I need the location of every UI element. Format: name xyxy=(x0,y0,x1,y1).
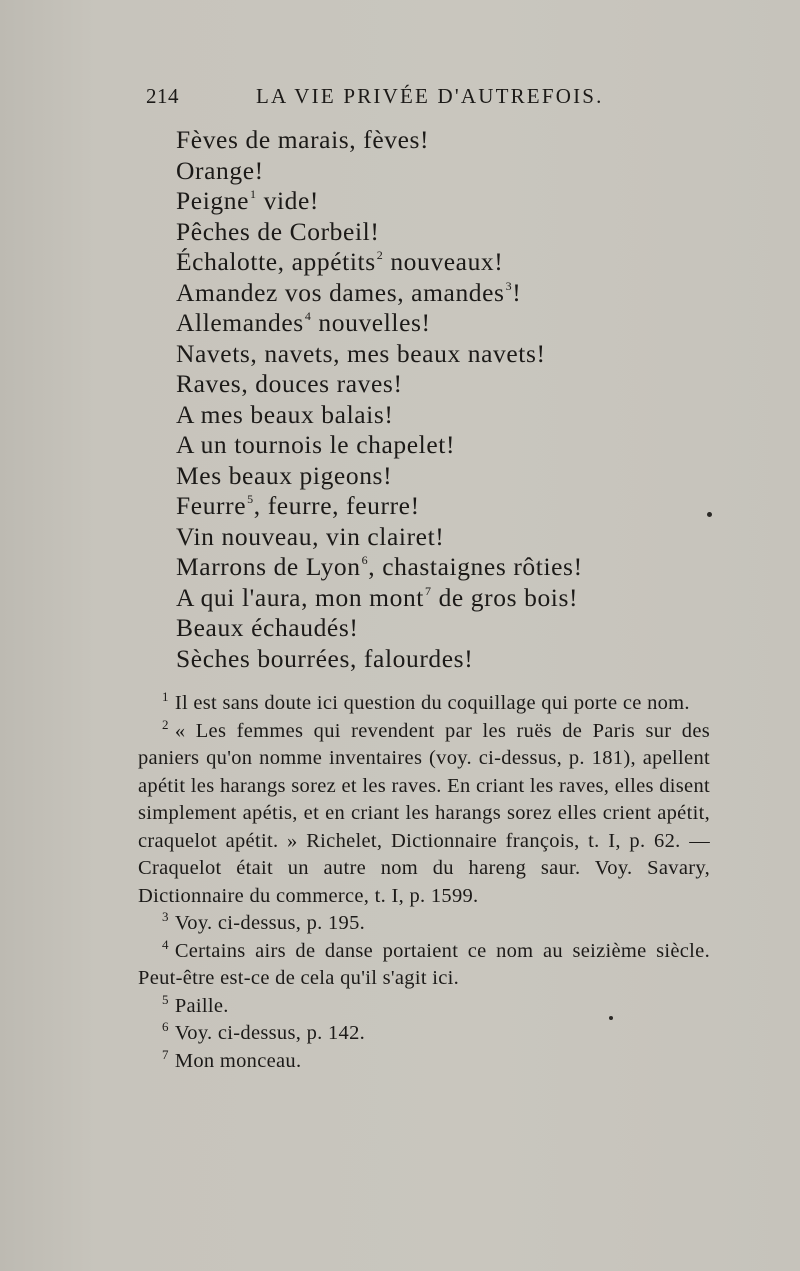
footnote-marker: 3 xyxy=(505,278,513,293)
footnote-6 xyxy=(138,1020,710,1048)
verse-line xyxy=(176,369,583,400)
verse-line xyxy=(176,461,583,492)
verse-line xyxy=(176,522,583,553)
verse-text: A mes beaux balais! xyxy=(176,399,394,429)
running-title: LA VIE PRIVÉE D'AUTREFOIS. xyxy=(256,84,604,108)
footnote-4 xyxy=(138,938,710,993)
verse-line xyxy=(176,125,583,156)
verse-line xyxy=(176,552,583,583)
running-head xyxy=(146,84,606,114)
verse-line xyxy=(176,186,583,217)
verse-text-rest: , feurre, feurre! xyxy=(253,491,420,520)
verse-text: Sèches bourrées, falourdes! xyxy=(176,643,474,673)
footnote-2 xyxy=(138,718,710,911)
verse-text: Feurre xyxy=(176,491,247,520)
page-number: 214 xyxy=(146,84,179,108)
footnote-number: 2 xyxy=(162,716,169,732)
verse-text-rest: nouveaux! xyxy=(383,247,504,276)
verse-text: Pêches de Corbeil! xyxy=(176,216,380,246)
verse-text: Navets, navets, mes beaux navets! xyxy=(176,338,546,368)
footnote-text: Mon monceau. xyxy=(174,1049,302,1072)
verse-text-rest: nouvelles! xyxy=(311,308,431,337)
footnote-marker: 7 xyxy=(424,583,432,598)
verse-text: Beaux échaudés! xyxy=(176,613,359,642)
verse-line xyxy=(176,430,583,461)
verse-text: Fèves de marais, fèves! xyxy=(176,125,430,154)
verse-text: A un tournois le chapelet! xyxy=(176,430,456,459)
footnote-marker: 6 xyxy=(361,553,369,567)
ink-speck xyxy=(707,512,712,517)
verse-text: Vin nouveau, vin clairet! xyxy=(176,521,445,551)
verse-text-rest: , chastaignes rôties! xyxy=(368,552,583,581)
verse-text: A qui l'aura, mon mont xyxy=(176,582,424,612)
verse-line xyxy=(176,247,583,278)
verse-text-rest: ! xyxy=(512,277,522,307)
footnote-7 xyxy=(138,1048,710,1076)
verse-line xyxy=(176,613,583,644)
verse-line xyxy=(176,583,583,614)
footnote-marker: 1 xyxy=(250,187,257,201)
ink-speck xyxy=(609,1016,613,1020)
footnote-5 xyxy=(138,993,710,1021)
footnote-marker: 4 xyxy=(304,309,312,323)
verse-text: Orange! xyxy=(176,155,264,185)
verse-line xyxy=(176,400,583,431)
footnote-number: 3 xyxy=(162,909,169,924)
footnote-number: 7 xyxy=(162,1046,169,1062)
verse-line xyxy=(176,339,583,370)
footnote-text: Certains airs de danse portaient ce nom au seizième siècle. Peut-être est-ce de cela qu'il s'agit ici. xyxy=(138,939,710,989)
verse-line xyxy=(176,156,583,187)
footnote-number: 1 xyxy=(162,689,169,704)
footnote-marker: 2 xyxy=(376,248,384,262)
footnote-1 xyxy=(138,690,710,718)
verse-line xyxy=(176,278,583,309)
verse-text: Mes beaux pigeons! xyxy=(176,460,393,490)
street-cries-verse xyxy=(176,125,583,674)
footnote-number: 5 xyxy=(162,991,169,1007)
verse-text: Échalotte, appétits xyxy=(176,247,376,276)
footnote-3 xyxy=(138,910,710,938)
verse-text: Allemandes xyxy=(176,308,304,337)
footnote-text: « Les femmes qui revendent par les ruës de Paris sur des paniers qu'on nomme inventaires (voy. ci-dessus, p. 181), apellent apétit les harangs sorez et les raves. En criant les raves, elles disent simplement apétis, et en criant les harangs sorez elles crient apétit, craquelot apétit. » Richelet, Dictionnaire françois, t. I, p. 62. — Craquelot était un autre nom du hareng saur. Voy. Savary, Dictionnaire du commerce, t. I, p. 1599. xyxy=(138,719,710,907)
footnote-text: Voy. ci-dessus, p. 195. xyxy=(174,912,366,934)
verse-text: Amandez vos dames, amandes xyxy=(176,277,505,307)
footnote-text: Paille. xyxy=(174,994,229,1017)
verse-text: Marrons de Lyon xyxy=(176,552,361,581)
footnote-marker: 5 xyxy=(247,492,254,506)
footnote-text: Voy. ci-dessus, p. 142. xyxy=(174,1022,366,1044)
footnote-text: Il est sans doute ici question du coquillage qui porte ce nom. xyxy=(174,692,690,714)
verse-text: Peigne xyxy=(176,186,250,215)
verse-text-rest: vide! xyxy=(256,186,319,215)
verse-text-rest: de gros bois! xyxy=(431,582,579,612)
footnote-number: 6 xyxy=(162,1019,169,1034)
verse-line xyxy=(176,217,583,248)
verse-line xyxy=(176,308,583,339)
footnotes xyxy=(138,690,710,1075)
verse-line xyxy=(176,644,583,675)
verse-line xyxy=(176,491,583,522)
verse-text: Raves, douces raves! xyxy=(176,369,403,398)
footnote-number: 4 xyxy=(162,936,169,952)
